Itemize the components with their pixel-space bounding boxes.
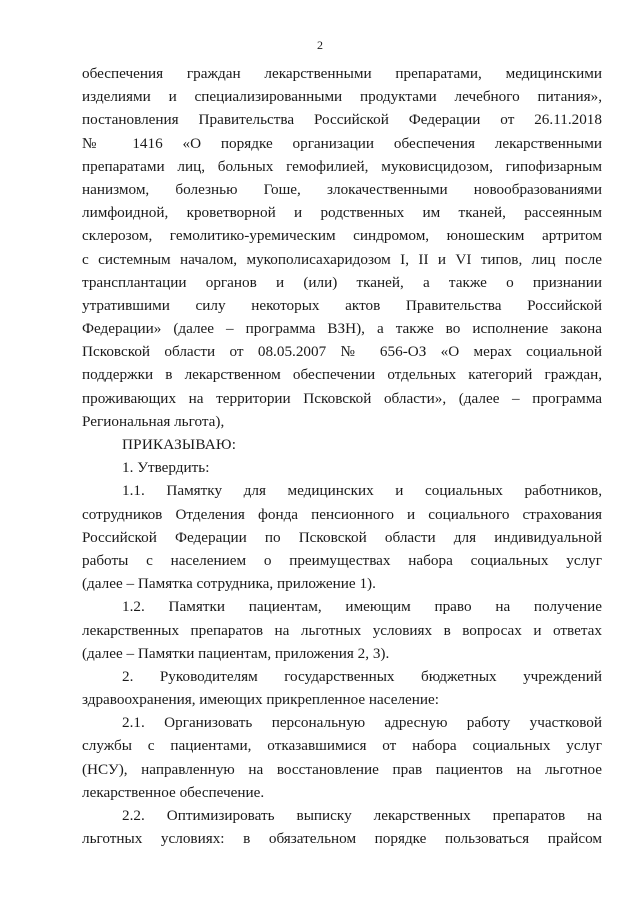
text-line: № 1416 «О порядке организации обеспечения лекарственными (82, 134, 602, 152)
text-line: утратившими силу некоторых актов Правительства Российской (82, 296, 602, 314)
text-line: 2.2. Оптимизировать выписку лекарственных препаратов на (122, 807, 602, 824)
text-line: (далее – Памятки пациентам, приложения 2, 3). (82, 644, 390, 662)
order-heading: ПРИКАЗЫВАЮ: (122, 436, 237, 453)
text-line: (НСУ), направленную на восстановление прав пациентов на льготное (82, 760, 602, 778)
text-line: 1.2. Памятки пациентам, имеющим право на получение (122, 598, 602, 616)
text-line: 2.1. Организовать персональную адресную работу участковой (122, 714, 602, 732)
text-line: лимфоидной, кроветворной и родственных им тканей, рассеянным (82, 204, 602, 222)
page-number: 2 (317, 38, 323, 52)
text-line: Региональная льгота), (82, 412, 225, 430)
text-line: склерозом, гемолитико-уремическим синдромом, юношеским артритом (82, 227, 602, 245)
text-line: лекарственное обеспечение. (82, 783, 265, 801)
text-line: службы с пациентами, отказавшимися от набора социальных услуг (82, 737, 602, 755)
text-line: льготных условиях: в обязательном порядке пользоваться прайсом (82, 830, 602, 848)
text-line: нанизмом, болезнью Гоше, злокачественными новообразованиями (82, 180, 602, 198)
text-line: (далее – Памятка сотрудника, приложение 1). (82, 575, 376, 593)
document-body (82, 62, 602, 850)
text-line: Федерации» (далее – программа ВЗН), а также во исполнение закона (82, 320, 602, 338)
text-line: Российской Федерации по Псковской области для индивидуальной (82, 528, 602, 546)
text-line: трансплантации органов и (или) тканей, а также о признании (82, 273, 602, 291)
text-line: 1.1. Памятку для медицинских и социальных работников, (122, 482, 602, 500)
text-line: обеспечения граждан лекарственными препаратами, медицинскими (82, 65, 602, 82)
text-line: постановления Правительства Российской Федерации от 26.11.2018 (82, 111, 602, 129)
text-line: сотрудников Отделения фонда пенсионного и социального страхования (82, 505, 602, 523)
text-line: 1. Утвердить: (122, 459, 210, 477)
text-line: лекарственных препаратов на льготных условиях в вопросах и ответах (82, 621, 602, 639)
text-line: работы с населением о преимуществах набора социальных услуг (82, 551, 602, 569)
text-line: с системным началом, мукополисахаридозом I, II и VI типов, лиц после (82, 250, 602, 268)
text-line: проживающих на территории Псковской области», (далее – программа (82, 389, 602, 407)
text-line: изделиями и специализированными продуктами лечебного питания», (82, 88, 602, 106)
text-line: здравоохранения, имеющих прикрепленное население: (82, 691, 439, 709)
text-line: 2. Руководителям государственных бюджетных учреждений (122, 667, 602, 685)
text-line: препаратами лиц, больных гемофилией, муковисцидозом, гипофизарным (82, 157, 602, 175)
text-line: поддержки в лекарственном обеспечении отдельных категорий граждан, (82, 366, 602, 384)
text-line: Псковской области от 08.05.2007 № 656-ОЗ «О мерах социальной (82, 343, 602, 361)
